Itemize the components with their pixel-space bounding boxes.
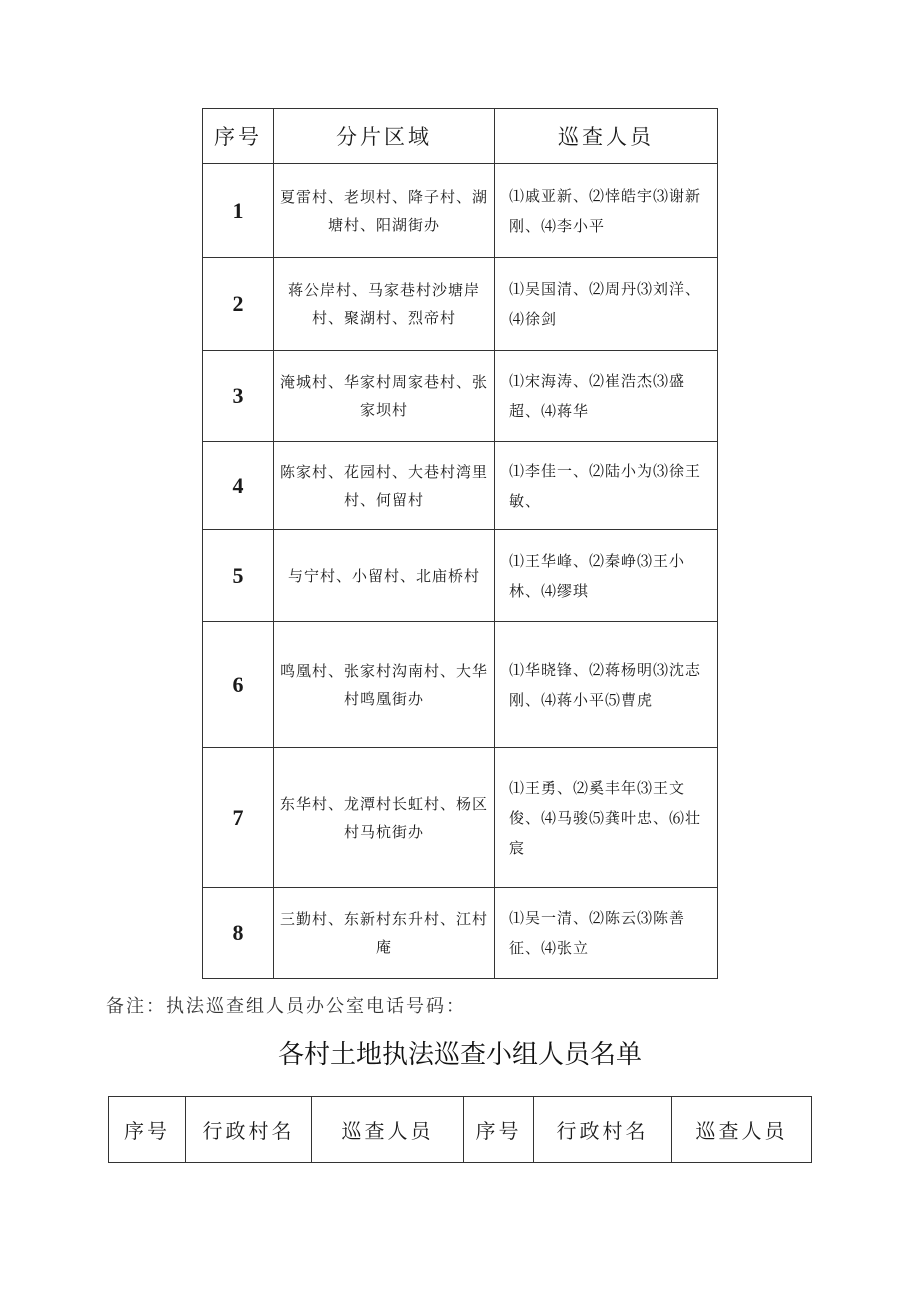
row-area: 三勤村、东新村东升村、江村庵 <box>274 888 495 979</box>
header-cell-village: 行政村名 <box>534 1097 672 1163</box>
row-area: 淹城村、华家村周家巷村、张家坝村 <box>274 351 495 442</box>
header-cell-staff: 巡查人员 <box>495 109 718 164</box>
header-cell-staff: 巡查人员 <box>312 1097 464 1163</box>
row-area: 东华村、龙潭村长虹村、杨区村马杭街办 <box>274 748 495 888</box>
row-number: 2 <box>203 258 274 351</box>
row-number: 7 <box>203 748 274 888</box>
row-area: 鸣凰村、张家村沟南村、大华村鸣凰街办 <box>274 622 495 748</box>
table-row <box>203 258 718 351</box>
table-row <box>203 351 718 442</box>
table-header-row <box>109 1097 812 1163</box>
row-staff: ⑴华晓锋、⑵蒋杨明⑶沈志刚、⑷蒋小平⑸曹虎 <box>495 622 718 748</box>
row-area: 夏雷村、老坝村、降子村、湖塘村、阳湖街办 <box>274 164 495 258</box>
header-cell-area: 分片区域 <box>274 109 495 164</box>
row-number: 5 <box>203 530 274 622</box>
row-area: 蒋公岸村、马家巷村沙塘岸村、聚湖村、烈帝村 <box>274 258 495 351</box>
row-number: 4 <box>203 442 274 530</box>
table-row <box>203 622 718 748</box>
table-row <box>203 888 718 979</box>
row-area: 陈家村、花园村、大巷村湾里村、何留村 <box>274 442 495 530</box>
remark-note: 备注：执法巡查组人员办公室电话号码： <box>106 996 466 1017</box>
row-staff: ⑴李佳一、⑵陆小为⑶徐王敏、 <box>495 442 718 530</box>
header-cell-staff: 巡查人员 <box>672 1097 812 1163</box>
header-cell-number: 序号 <box>203 109 274 164</box>
table-row <box>203 164 718 258</box>
header-cell-village: 行政村名 <box>186 1097 312 1163</box>
table-row <box>203 748 718 888</box>
village-staff-table <box>108 1096 812 1163</box>
page-title: 各村土地执法巡查小组人员名单 <box>277 1040 642 1070</box>
row-number: 3 <box>203 351 274 442</box>
table-header-row <box>203 109 718 164</box>
row-staff: ⑴王华峰、⑵秦峥⑶王小林、⑷缪琪 <box>495 530 718 622</box>
patrol-area-table <box>202 108 718 979</box>
row-staff: ⑴戚亚新、⑵悻皓宇⑶谢新刚、⑷李小平 <box>495 164 718 258</box>
row-number: 1 <box>203 164 274 258</box>
table-row <box>203 530 718 622</box>
row-staff: ⑴宋海涛、⑵崔浩杰⑶盛超、⑷蒋华 <box>495 351 718 442</box>
header-cell-number: 序号 <box>109 1097 186 1163</box>
row-staff: ⑴吴一清、⑵陈云⑶陈善征、⑷张立 <box>495 888 718 979</box>
row-staff: ⑴吴国清、⑵周丹⑶刘洋、⑷徐剑 <box>495 258 718 351</box>
row-staff: ⑴王勇、⑵奚丰年⑶王文俊、⑷马骏⑸龚叶忠、⑹壮宸 <box>495 748 718 888</box>
row-area: 与宁村、小留村、北庙桥村 <box>274 530 495 622</box>
table-row <box>203 442 718 530</box>
row-number: 8 <box>203 888 274 979</box>
row-number: 6 <box>203 622 274 748</box>
header-cell-number: 序号 <box>464 1097 534 1163</box>
